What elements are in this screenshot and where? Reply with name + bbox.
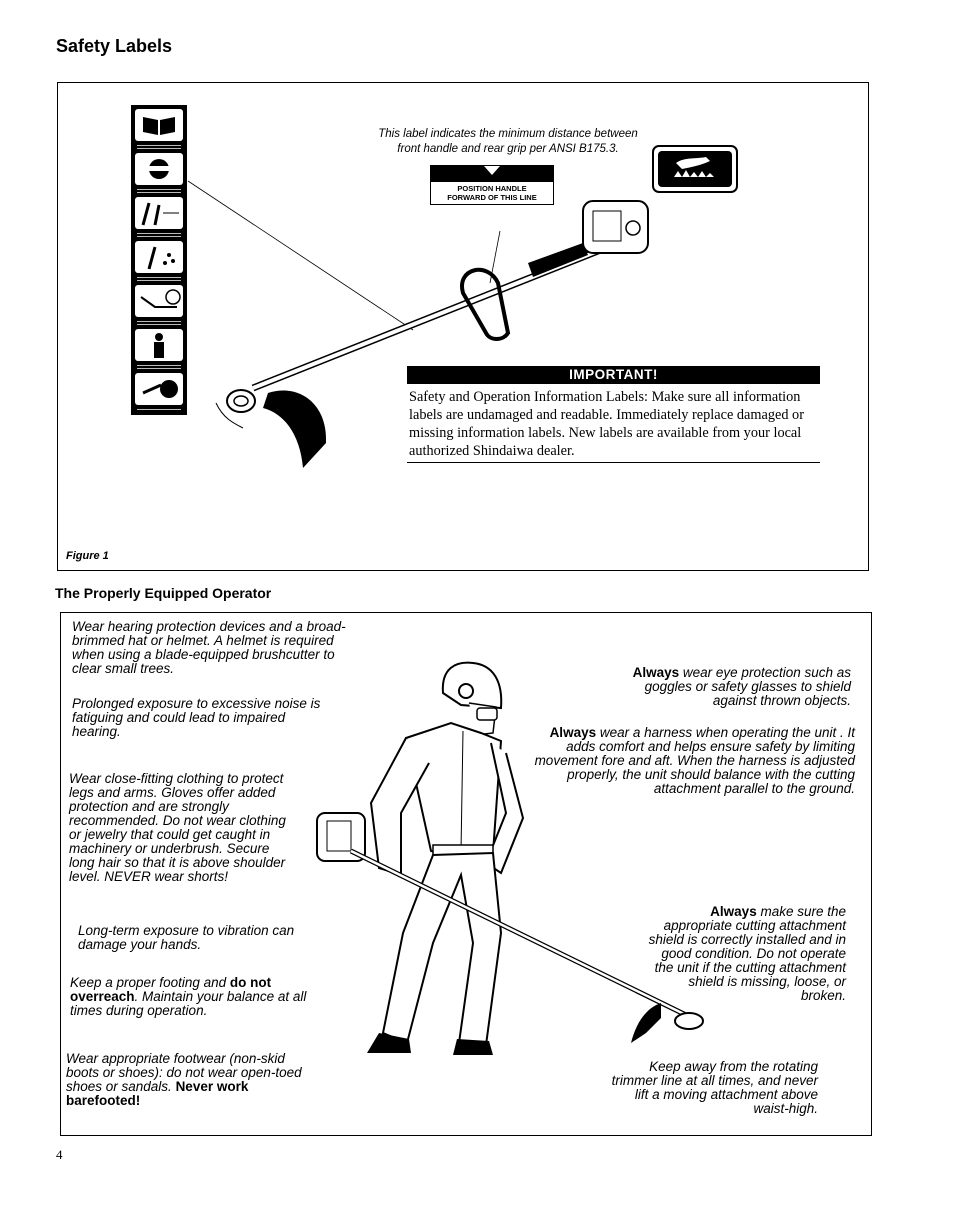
note-eye-protection: Always wear eye protection such as goggles or safety glasses to shield against thrown objects. — [632, 665, 851, 708]
harness-icon — [135, 329, 183, 361]
hand-hazard-icon — [658, 151, 728, 183]
thrown-objects-icon — [135, 241, 183, 273]
figure-1-frame — [57, 82, 869, 571]
book-icon — [135, 109, 183, 141]
note-shield: Always make sure the appropriate cutting attachment shield is correctly installed and in good condition. Do not operate the unit if the cutting attachment shield is missing, loose, or broken. — [648, 904, 846, 1003]
note-clothing: Wear close-fitting clothing to protect legs and arms. Gloves offer added protection and are strongly recommended. Do not wear clothing or jewelry that could get caught in machinery or underbrush. Secure long hair so that it is above shoulder level. NEVER wear shorts! — [69, 771, 286, 884]
label-note-line1: This label indicates the minimum distance between — [378, 128, 638, 140]
position-handle-label — [430, 165, 554, 205]
label-note — [358, 127, 658, 157]
figure-caption: Figure 1 — [66, 550, 109, 562]
note-harness: Always wear a harness when operating the unit . It adds comfort and helps ensure safety by limiting movement fore and aft. When the harness is adjusted properly, the unit should balance with the cutting attachment parallel to the ground. — [534, 725, 855, 796]
hand-warning-label — [652, 145, 738, 193]
note-vibration: Long-term exposure to vibration can damage your hands. — [78, 923, 295, 952]
blade-barrier-icon — [135, 285, 183, 317]
note-hearing: Wear hearing protection devices and a broad-brimmed hat or helmet. A helmet is required when using a blade-equipped brushcutter to clear small trees. — [72, 619, 346, 676]
section-title-equipped-operator: The Properly Equipped Operator — [55, 585, 272, 601]
safety-decal-strip — [131, 105, 187, 415]
note-noise: Prolonged exposure to excessive noise is fatiguing and could lead to impaired hearing. — [72, 696, 321, 739]
position-marker-icon — [431, 166, 553, 182]
section-title-safety-labels: Safety Labels — [56, 36, 173, 56]
note-footing: Keep a proper footing and do not overreach. Maintain your balance at all times during operation. — [70, 975, 307, 1018]
ear-eye-protection-icon — [135, 153, 183, 185]
blade-thrust-icon — [135, 373, 183, 405]
keep-distance-icon — [135, 197, 183, 229]
note-footwear: Wear appropriate footwear (non-skid boots or shoes): do not wear open-toed shoes or sandals. Never work barefooted! — [66, 1051, 302, 1108]
label-note-line2: front handle and rear grip per ANSI B175.3. — [397, 143, 619, 155]
page-number: 4 — [56, 1147, 63, 1162]
position-label-line2: FORWARD OF THIS LINE — [447, 193, 537, 202]
position-label-line1: POSITION HANDLE — [457, 184, 527, 193]
important-heading: IMPORTANT! — [407, 366, 820, 384]
important-body: Safety and Operation Information Labels: Make sure all information labels are undamaged and readable. Immediately replace damaged or missing information labels. New labels are available from your local authorized Shindaiwa dealer. — [407, 384, 820, 463]
note-rotating-line: Keep away from the rotating trimmer line at all times, and never lift a moving attachment above waist-high. — [611, 1059, 818, 1116]
important-box — [407, 366, 820, 463]
operator-figure-frame — [60, 612, 872, 1136]
